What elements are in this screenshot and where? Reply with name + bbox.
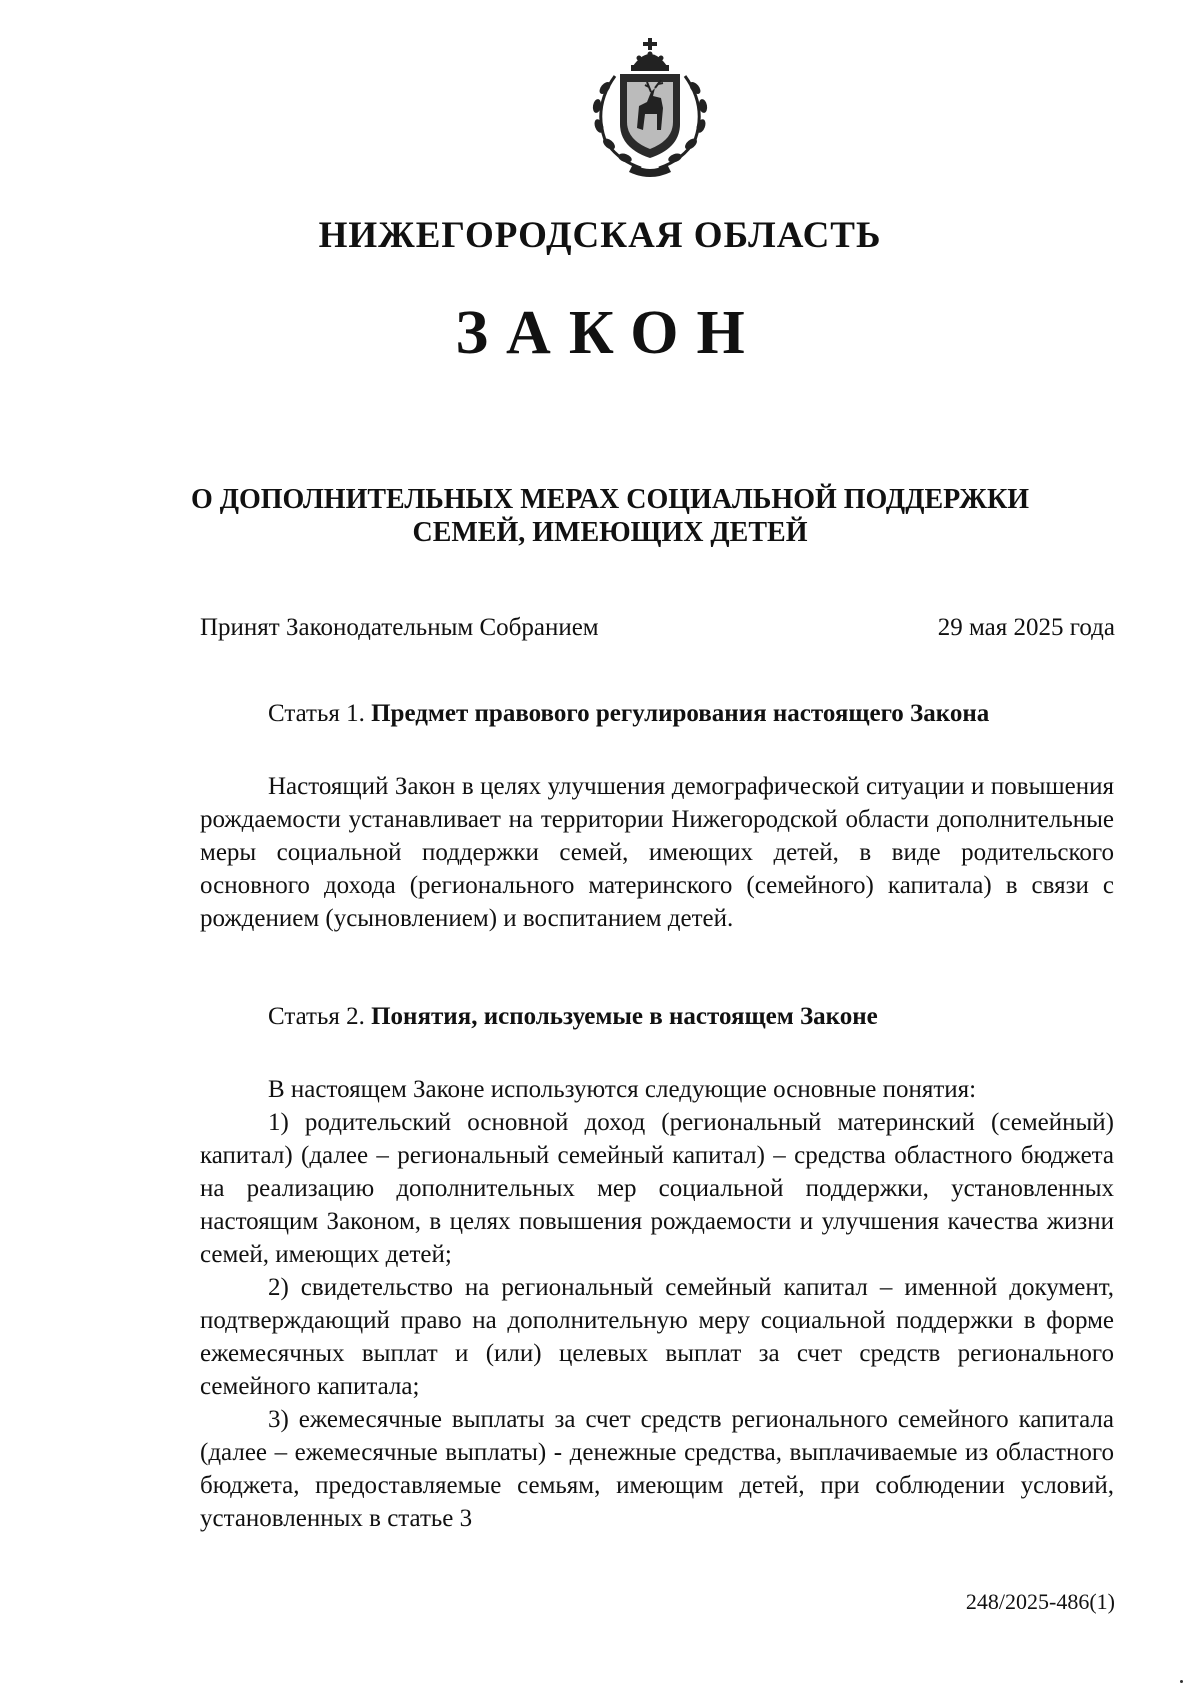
article1-body (200, 770, 1114, 935)
article2-item1: 1) родительский основной доход (региональный материнский (семейный) капитал) (далее – региональный семейный капитал) – средства областного бюджета на реализацию дополнительных мер социальной поддержки, установленных настоящим Законом, в целях повышения рождаемости и улучшения качества жизни семей, имеющих детей; (200, 1109, 1114, 1268)
law-title (160, 483, 1060, 549)
article2-intro: В настоящем Законе используются следующие основные понятия: (268, 1076, 977, 1103)
article1-label: Статья 1. (268, 700, 365, 727)
article2-title: Понятия, используемые в настоящем Законе (371, 1003, 878, 1030)
region-name: НИЖЕГОРОДСКАЯ ОБЛАСТЬ (318, 215, 882, 256)
article1-text: Настоящий Закон в целях улучшения демографической ситуации и повышения рождаемости устанавливает на территории Нижегородской области дополнительные меры социальной поддержки семей, имеющих детей, в виде родительского основного дохода (регионального материнского (семейного) капитала) в связи с рождением (усыновлением) и воспитанием детей. (200, 773, 1114, 932)
article1-title: Предмет правового регулирования настоящего Закона (371, 700, 990, 727)
article2-label: Статья 2. (268, 1003, 365, 1030)
document-number: 248/2025-486(1) (965, 1589, 1115, 1614)
article1-heading (268, 700, 989, 728)
article2-heading (268, 1003, 878, 1031)
article2-item3: 3) ежемесячные выплаты за счет средств регионального семейного капитала (далее – ежемесячные выплаты) - денежные средства, выплачиваемые из областного бюджета, предоставляемые семьям, имеющим детей, при соблюдении условий, установленных в статье 3 (200, 1406, 1114, 1532)
law-title-line2: СЕМЕЙ, ИМЕЮЩИХ ДЕТЕЙ (412, 517, 808, 548)
adopted-by: Принят Законодательным Собранием (200, 614, 599, 641)
coat-of-arms-emblem (575, 36, 725, 178)
law-title-line1: О ДОПОЛНИТЕЛЬНЫХ МЕРАХ СОЦИАЛЬНОЙ ПОДДЕРЖКИ (190, 484, 1030, 515)
article2-item2: 2) свидетельство на региональный семейный капитал – именной документ, подтверждающий право на дополнительную меру социальной поддержки в форме ежемесячных выплат и (или) целевых выплат за счет средств регионального семейного капитала; (200, 1274, 1114, 1400)
adoption-date: 29 мая 2025 года (937, 614, 1115, 641)
scan-speck (1180, 1680, 1183, 1683)
document-type: ЗАКОН (455, 299, 763, 367)
article2-body (200, 1073, 1114, 1535)
